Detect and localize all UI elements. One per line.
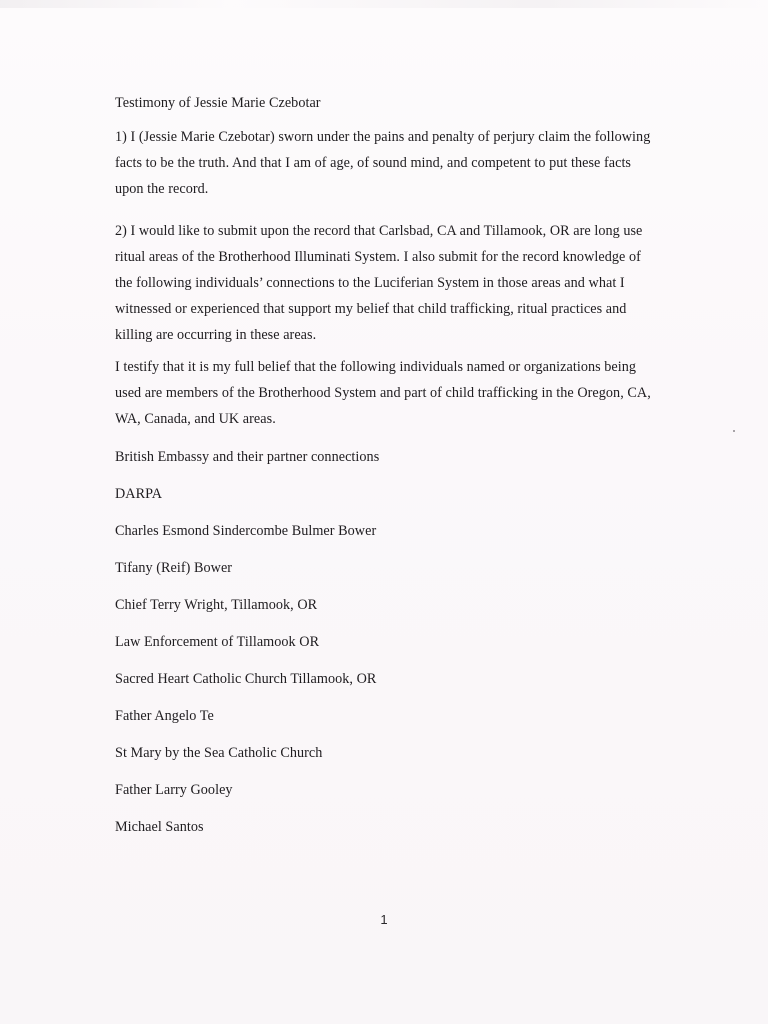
list-item: St Mary by the Sea Catholic Church	[115, 745, 323, 761]
scan-edge	[0, 0, 768, 8]
list-item: Charles Esmond Sindercombe Bulmer Bower	[115, 523, 377, 539]
paragraph-1: 1) I (Jessie Marie Czebotar) sworn under the pains and penalty of perjury claim the following facts to be the truth. And that I am of age, of sound mind, and competent to put these facts upon the record.	[115, 129, 651, 197]
page-number: 1	[380, 912, 388, 927]
list-item: Father Angelo Te	[115, 708, 214, 724]
list-item: Chief Terry Wright, Tillamook, OR	[115, 597, 318, 613]
scan-speck	[733, 430, 735, 432]
document-title: Testimony of Jessie Marie Czebotar	[115, 95, 321, 111]
list-item: Law Enforcement of Tillamook OR	[115, 634, 320, 650]
list-item: Michael Santos	[115, 819, 204, 835]
document-body	[115, 90, 655, 851]
paragraph-2: 2) I would like to submit upon the record that Carlsbad, CA and Tillamook, OR are long use ritual areas of the Brotherhood Illuminati System. I also submit for the record knowledge of the following individuals’ connections to the Luciferian System in those areas and what I witnessed or experienced that support my belief that child trafficking, ritual practices and killing are occurring in these areas.	[115, 223, 643, 343]
list-item: Father Larry Gooley	[115, 782, 233, 798]
list-item: Sacred Heart Catholic Church Tillamook, OR	[115, 671, 377, 687]
named-list	[115, 444, 655, 851]
list-item: DARPA	[115, 486, 163, 502]
paragraph-3: I testify that it is my full belief that the following individuals named or organizations being used are members of the Brotherhood System and part of child trafficking in the Oregon, CA, WA, Canada, and UK areas.	[115, 359, 651, 427]
list-item: British Embassy and their partner connections	[115, 449, 380, 465]
list-item: Tifany (Reif) Bower	[115, 560, 233, 576]
